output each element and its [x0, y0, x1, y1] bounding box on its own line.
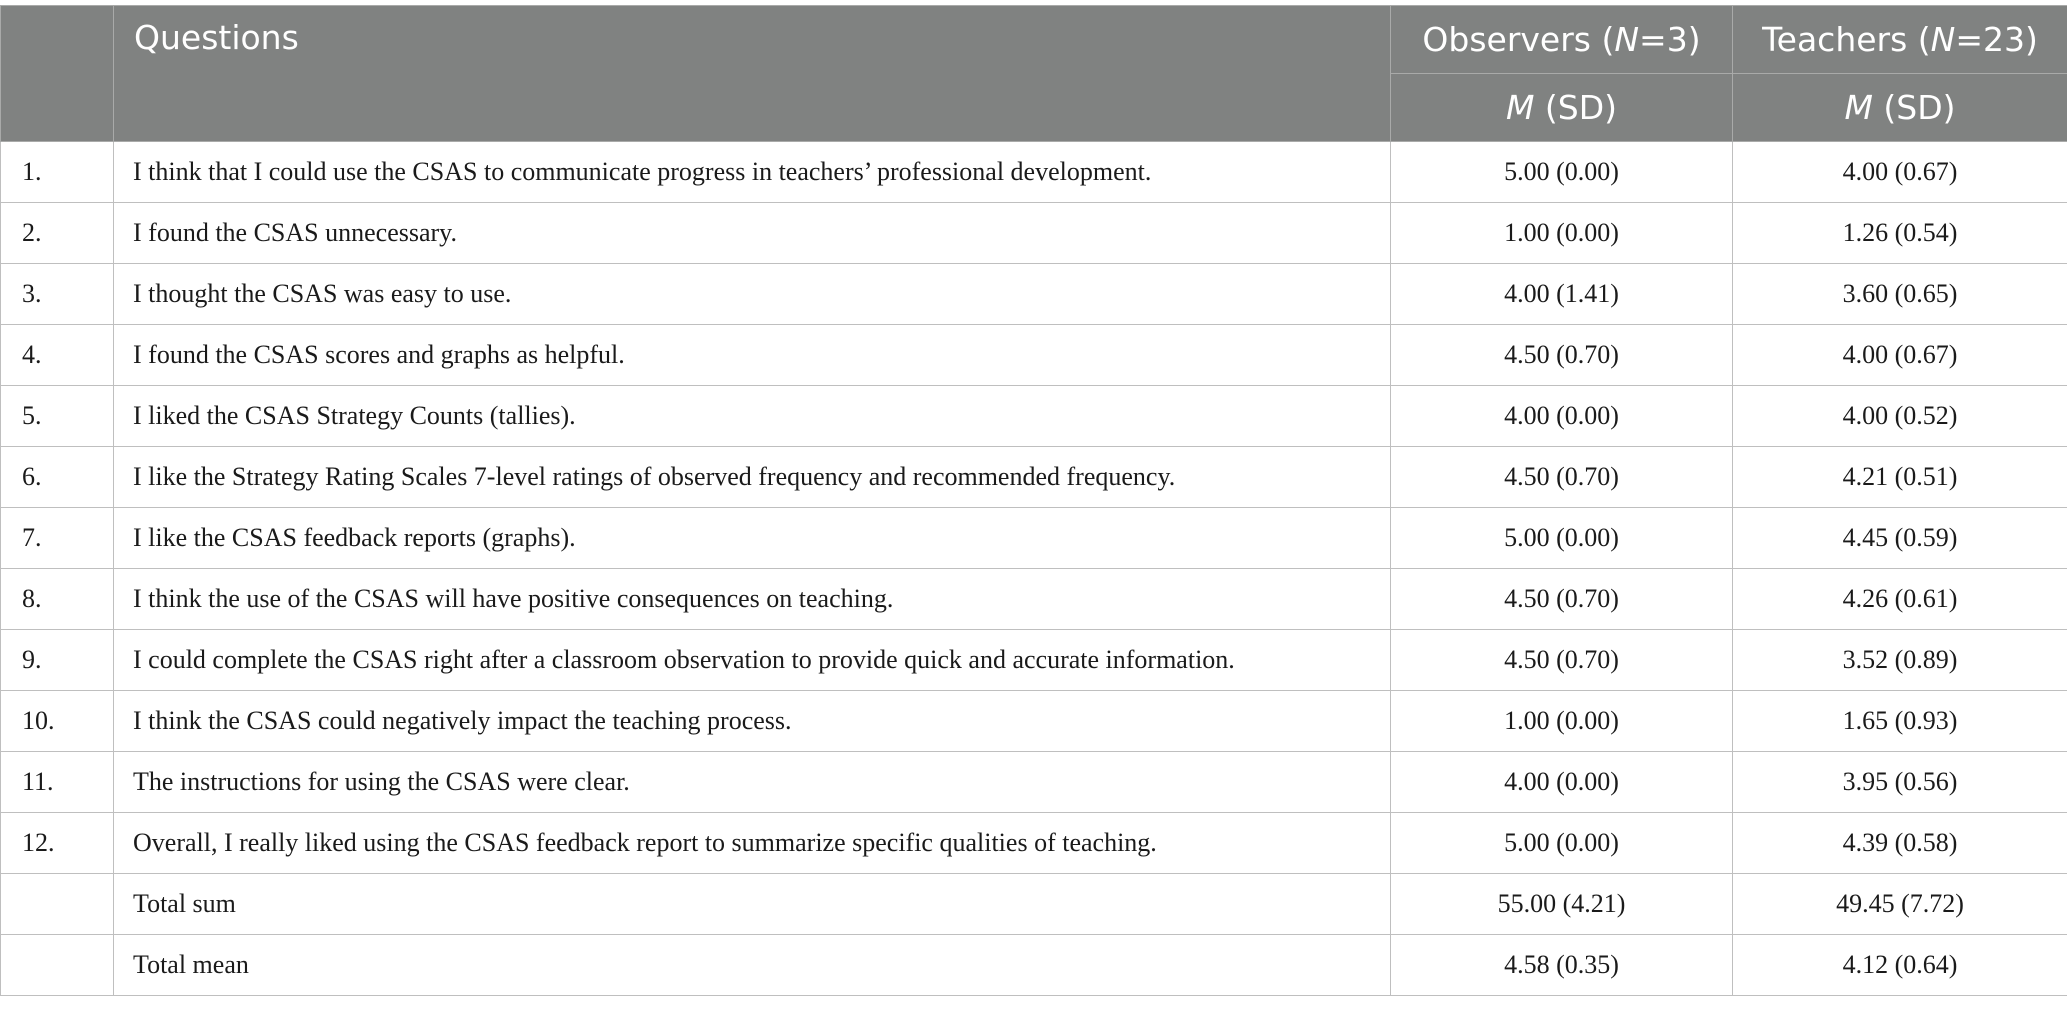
header-row-groups — [1, 6, 2067, 74]
table-row — [1, 447, 2067, 508]
row-number: 1. — [1, 142, 114, 203]
row-number: 11. — [1, 752, 114, 813]
table-row — [1, 325, 2067, 386]
observers-count: =3) — [1639, 20, 1701, 59]
question-text: I think the CSAS could negatively impact the teaching process. — [114, 691, 1391, 752]
header-questions: Questions — [114, 6, 1391, 142]
observers-stat-sd: (SD) — [1534, 88, 1618, 127]
teachers-value: 3.52 (0.89) — [1733, 630, 2067, 691]
observers-value: 4.00 (0.00) — [1391, 386, 1733, 447]
table-body — [1, 142, 2067, 996]
teachers-value: 3.60 (0.65) — [1733, 264, 2067, 325]
question-text: I thought the CSAS was easy to use. — [114, 264, 1391, 325]
table-row — [1, 813, 2067, 874]
teachers-value: 4.21 (0.51) — [1733, 447, 2067, 508]
question-text: Overall, I really liked using the CSAS feedback report to summarize specific qualities of teaching. — [114, 813, 1391, 874]
row-number: 3. — [1, 264, 114, 325]
row-number: 7. — [1, 508, 114, 569]
observers-value: 55.00 (4.21) — [1391, 874, 1733, 935]
question-text: I could complete the CSAS right after a classroom observation to provide quick and accurate information. — [114, 630, 1391, 691]
header-observers — [1391, 6, 1733, 74]
question-text: I think the use of the CSAS will have positive consequences on teaching. — [114, 569, 1391, 630]
teachers-value: 4.00 (0.67) — [1733, 142, 2067, 203]
row-number: 12. — [1, 813, 114, 874]
teachers-value: 4.00 (0.67) — [1733, 325, 2067, 386]
table-row — [1, 569, 2067, 630]
observers-label: Observers ( — [1422, 20, 1615, 59]
row-number: 8. — [1, 569, 114, 630]
observers-value: 5.00 (0.00) — [1391, 813, 1733, 874]
observers-n: N — [1614, 20, 1640, 59]
table-row — [1, 752, 2067, 813]
question-text: I found the CSAS scores and graphs as helpful. — [114, 325, 1391, 386]
teachers-value: 49.45 (7.72) — [1733, 874, 2067, 935]
observers-value: 4.00 (0.00) — [1391, 752, 1733, 813]
row-number — [1, 935, 114, 996]
row-number: 5. — [1, 386, 114, 447]
teachers-stat-m: M — [1844, 88, 1873, 127]
teachers-value: 4.12 (0.64) — [1733, 935, 2067, 996]
teachers-value: 4.00 (0.52) — [1733, 386, 2067, 447]
observers-value: 1.00 (0.00) — [1391, 691, 1733, 752]
table-header — [1, 6, 2067, 142]
table-row — [1, 142, 2067, 203]
teachers-stat-sd: (SD) — [1872, 88, 1956, 127]
observers-value: 4.50 (0.70) — [1391, 447, 1733, 508]
question-text: The instructions for using the CSAS were clear. — [114, 752, 1391, 813]
row-number: 10. — [1, 691, 114, 752]
observers-value: 4.58 (0.35) — [1391, 935, 1733, 996]
teachers-label: Teachers ( — [1762, 20, 1931, 59]
table-row — [1, 386, 2067, 447]
observers-value: 5.00 (0.00) — [1391, 508, 1733, 569]
teachers-value: 4.45 (0.59) — [1733, 508, 2067, 569]
question-text: I like the Strategy Rating Scales 7-level ratings of observed frequency and recommended frequency. — [114, 447, 1391, 508]
teachers-count: =23) — [1955, 20, 2038, 59]
teachers-value: 1.65 (0.93) — [1733, 691, 2067, 752]
teachers-value: 4.39 (0.58) — [1733, 813, 2067, 874]
teachers-value: 4.26 (0.61) — [1733, 569, 2067, 630]
row-number: 9. — [1, 630, 114, 691]
question-text: Total sum — [114, 874, 1391, 935]
observers-value: 4.50 (0.70) — [1391, 630, 1733, 691]
teachers-value: 1.26 (0.54) — [1733, 203, 2067, 264]
table-row — [1, 691, 2067, 752]
results-table — [0, 5, 2067, 996]
question-text: I liked the CSAS Strategy Counts (tallies). — [114, 386, 1391, 447]
row-number: 6. — [1, 447, 114, 508]
question-text: I found the CSAS unnecessary. — [114, 203, 1391, 264]
table-row — [1, 935, 2067, 996]
observers-value: 4.00 (1.41) — [1391, 264, 1733, 325]
observers-value: 4.50 (0.70) — [1391, 569, 1733, 630]
table-row — [1, 874, 2067, 935]
row-number — [1, 874, 114, 935]
table-row — [1, 630, 2067, 691]
observers-stat-m: M — [1505, 88, 1535, 127]
header-teachers-stat — [1733, 74, 2067, 142]
observers-value: 4.50 (0.70) — [1391, 325, 1733, 386]
table-row — [1, 203, 2067, 264]
row-number: 4. — [1, 325, 114, 386]
header-number-cell — [1, 6, 114, 142]
table-row — [1, 508, 2067, 569]
row-number: 2. — [1, 203, 114, 264]
question-text: I think that I could use the CSAS to communicate progress in teachers’ professional development. — [114, 142, 1391, 203]
teachers-value: 3.95 (0.56) — [1733, 752, 2067, 813]
question-text: I like the CSAS feedback reports (graphs). — [114, 508, 1391, 569]
question-text: Total mean — [114, 935, 1391, 996]
observers-value: 5.00 (0.00) — [1391, 142, 1733, 203]
header-teachers — [1733, 6, 2067, 74]
teachers-n: N — [1930, 20, 1956, 59]
header-observers-stat — [1391, 74, 1733, 142]
table-row — [1, 264, 2067, 325]
observers-value: 1.00 (0.00) — [1391, 203, 1733, 264]
